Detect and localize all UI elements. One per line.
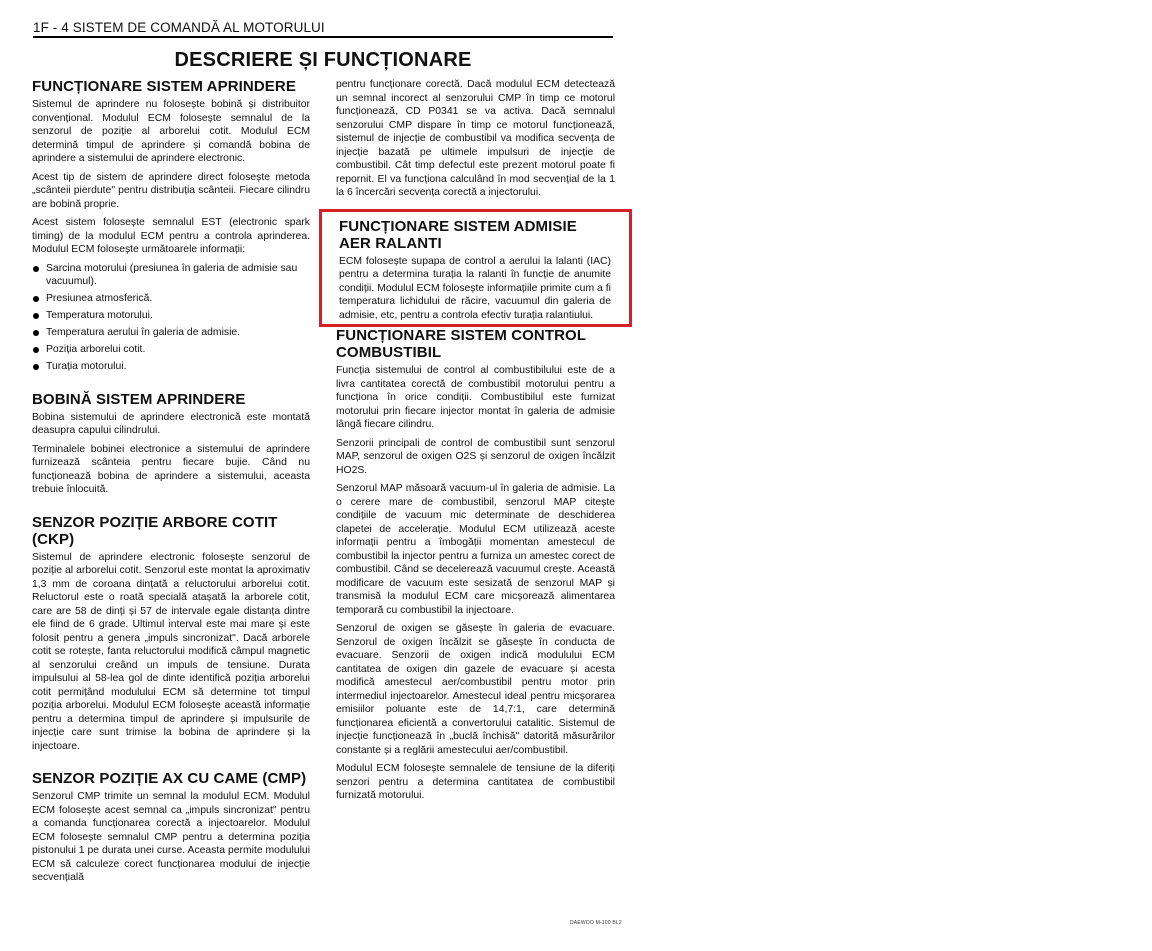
list-item: Temperatura aerului în galeria de admisie.	[32, 326, 310, 340]
paragraph: Acest tip de sistem de aprindere direct folosește metoda „scânteii pierdute" pentru distribuția scânteii. Fiecare cilindru are bobină proprie.	[32, 171, 310, 210]
paragraph: pentru funcționare corectă. Dacă modulul ECM detectează un semnal incorect al senzorului CMP în timp ce motorul funcționează, CD P0341 se va activa. Dacă semnalul senzorului CMP dispare în timp ce motorul funcționează, sistemul de injecție de combustibil va modifica secvența de injecție bazată pe ultimele impulsuri de injecție de combustibil. Cât timp defectul este prezent motorul poate fi repornit. El va funcționa calculând în mod secvențial de la 1 la 6 încercări secvența corectă a injectorului.	[336, 79, 615, 198]
paragraph: ECM folosește supapa de control a aerului la lalanti (IAC) pentru a determina turația la ralanti în funcție de anumite condiții. Modulul ECM folosește informațiile primite cum a fi temperatura lichidului de răcire, vacuumul din galeria de admisie, etc, pentru a controla efectiv turația ralantiului.	[339, 255, 611, 321]
paragraph: Acest sistem folosește semnalul EST (electronic spark timing) de la modulul ECM pentru a controla aprinderea. Modulul ECM folosește următoarele informații:	[32, 217, 310, 255]
paragraph: Senzorii principali de control de combustibil sunt senzorul MAP, senzorul de oxigen O2S și senzorul de oxigen încălzit HO2S.	[336, 437, 615, 476]
section-heading: SENZOR POZIȚIE AX CU CAME (CMP)	[32, 770, 307, 787]
section-heading: FUNCȚIONARE SISTEM CONTROL COMBUSTIBIL	[336, 327, 586, 361]
section-heading: SENZOR POZIȚIE ARBORE COTIT (CKP)	[32, 513, 278, 548]
section-ckp-sensor	[32, 514, 310, 754]
right-column	[336, 78, 615, 820]
page-title: DESCRIERE ȘI FUNCȚIONARE	[174, 49, 472, 71]
highlight-box	[319, 209, 632, 328]
list-item: Temperatura motorului.	[32, 309, 310, 323]
footer-code: DAEWOO M-100 BL2	[570, 920, 622, 926]
paragraph: Sistemul de aprindere electronic folosește senzorul de poziție al arborelui cotit. Senzorul este montat la aproximativ 1,3 mm de coroana dințată a reluctorului arborelui cotit. Reluctorul este o roată specială atașată la arborele cotit, care are 58 de dinți și 57 de intervale egale distanța dintre ele fiind de 6 grade. Ultimul interval este mai mare și este folosit pentru a genera „impuls sincronizat". Dacă arborele cotit se rotește, fanta reluctorului modifică câmpul magnetic al senzorului creând un impuls de tensiune. Durata impulsului al 58-lea gol de dinte identifică poziția arborelui cotit permițând modulului ECM să determine tot timpul poziția arborelui. Modulul ECM folosește această informație pentru a determina timpul de aprindere și impulsurile de injecție care sunt trimise la bobina de aprindere și la injectoare.	[32, 551, 310, 752]
paragraph: Sistemul de aprindere nu folosește bobină și distribuitor convențional. Modulul ECM folosește semnalul de la senzorul de poziție al arborelui cotit. Modulul ECM determină timpul de aprindere și comandă bobina de aprindere a sistemului de aprindere electronic.	[32, 99, 310, 164]
section-heading: FUNCȚIONARE SISTEM ADMISIE AER RALANTI	[339, 217, 577, 252]
section-ignition-coil	[32, 391, 310, 497]
paragraph: Funcția sistemului de control al combustibilului este de a livra cantitatea corectă de combustibil motorului pentru a funcționa în orice condiții. Combustibilul este furnizat motorului prin fiecare injector montat în galeria de admisie lângă fiecare cilindru.	[336, 365, 615, 430]
list-item: Poziția arborelui cotit.	[32, 343, 310, 357]
section-heading: FUNCȚIONARE SISTEM APRINDERE	[32, 78, 296, 95]
list-item: Turația motorului.	[32, 360, 310, 374]
page-header: 1F - 4 SISTEM DE COMANDĂ AL MOTORULUI	[33, 20, 613, 38]
section-heading: BOBINĂ SISTEM APRINDERE	[32, 390, 246, 408]
left-column	[32, 78, 310, 902]
paragraph: Senzorul de oxigen se găsește în galeria de evacuare. Senzorul de oxigen încălzit se găsește în conducta de evacuare. Senzorii de oxigen indică modulului ECM cantitatea de oxigen din gazele de evacuare și acesta modifică amestecul aer/combustibil pentru motor prin intermediul injectoarelor. Amestecul ideal pentru micșorarea emisiilor poluante este de 14,7:1, care determină funcționarea eficientă a convertorului catalitic. Sistemul de injecție funcționează în „buclă închisă" datorită măsurărilor constante și a reglării amestecului aer/combustibil.	[336, 623, 615, 756]
list-item: Sarcina motorului (presiunea în galeria de admisie sau vacuumul).	[32, 262, 310, 289]
paragraph: Terminalele bobinei electronice a sistemului de aprindere furnizează scânteia pentru fiecare bujie. Când nu funcționează bobina de aprindere a sistemului, aceasta trebuie înlocuită.	[32, 443, 310, 495]
section-fuel-control	[336, 327, 615, 803]
list-item: Presiunea atmosferică.	[32, 292, 310, 306]
paragraph: Modulul ECM folosește semnalele de tensiune de la diferiți senzori pentru a determina cantitatea de combustibil furnizată motorului.	[336, 763, 615, 801]
info-list	[32, 262, 310, 374]
paragraph: Senzorul MAP măsoară vacuum-ul în galeria de admisie. La o cerere mare de combustibil, senzorul MAP citește condițiile de vacuum mic determinate de deschiderea clapetei de accelerație. Modulul ECM utilizează aceste informații pentru a îmbogății momentan amestecul de combustibil la injector pentru a furniza un amestec corect de combustibil. Când se decelerează vacuumul crește. Această modificare de vacuum este sesizată de senzorul MAP și transmisă la modulul ECM care micșorează alimentarea temporară cu combustibil la injectoare.	[336, 483, 615, 616]
paragraph: Senzorul CMP trimite un semnal la modulul ECM. Modulul ECM folosește acest semnal ca „impuls sincronizat" pentru a comanda funcționarea corectă a injectoarelor. Modulul ECM folosește semnalul CMP pentru a determina poziția pistonului 1 pe durata unei curse. Aceasta permite modulului ECM să calculeze corect funcționarea modului de injecție secvențială	[32, 791, 310, 883]
section-ignition-operation	[32, 78, 310, 374]
paragraph: Bobina sistemului de aprindere electronică este montată deasupra capului cilindrului.	[32, 411, 310, 436]
section-cmp-sensor	[32, 770, 310, 885]
